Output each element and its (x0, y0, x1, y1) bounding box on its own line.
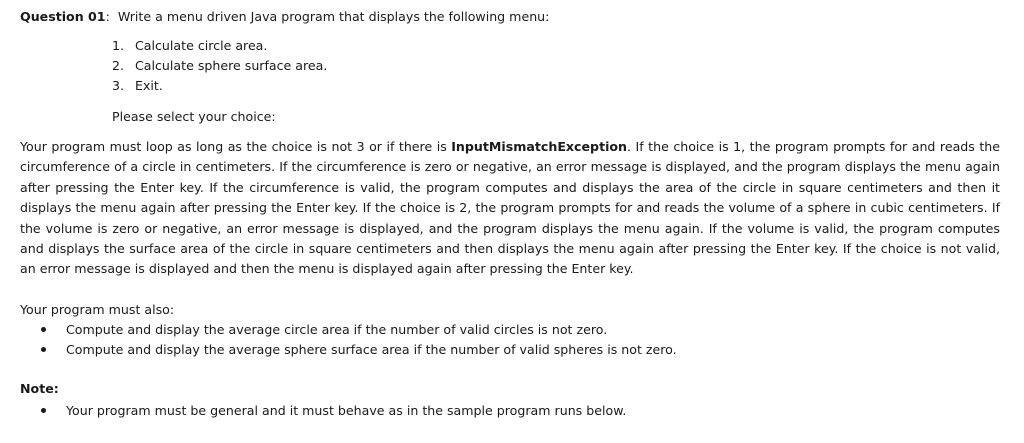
bullet-icon (41, 408, 46, 413)
question-document (20, 7, 1000, 421)
menu-item (112, 76, 1000, 96)
question-header (20, 7, 1000, 27)
question-text: Write a menu driven Java program that displays the following menu: (117, 9, 550, 24)
list-item (20, 401, 1000, 421)
question-label: Question 01 (20, 9, 106, 24)
list-item (20, 340, 1000, 360)
also-heading: Your program must also: (20, 301, 175, 317)
menu-item-number: 3. (112, 78, 125, 93)
menu-list (112, 36, 1000, 96)
menu-item (112, 36, 1000, 56)
bullet-icon (41, 347, 46, 352)
also-list (20, 320, 1000, 360)
menu-item-label: Calculate circle area. (135, 38, 268, 53)
paragraph-part-2: . If the choice is 1, the program prompts for and reads the circumference of a circle in centimeters. If the circumference is zero or negative, an error message is displayed, and the program displays the menu again after pressing the Enter key. If the circumference is valid, the program computes and displays the area of the circle in square centimeters and then it displays the menu again after pressing the Enter key. If the choice is 2, the program prompts for and reads the volume of a sphere in cubic centimeters. If the volume is zero or negative, an error message is displayed, and the program displays the menu again. If the volume is valid, the program computes and displays the surface area of the circle in square centimeters and then displays the menu again after pressing the Enter key. If the choice is not valid, an error message is displayed and then the menu is displayed again after pressing the Enter key. (20, 139, 1000, 277)
menu-item-label: Calculate sphere surface area. (135, 58, 328, 73)
list-item-text: Your program must be general and it must behave as in the sample program runs below. (66, 402, 627, 418)
choice-prompt: Please select your choice: (112, 109, 276, 124)
paragraph-part-1: Your program must loop as long as the choice is not 3 or if there is (20, 139, 452, 154)
menu-item-number: 1. (112, 38, 125, 53)
question-colon: : (105, 9, 110, 24)
menu-item-number: 2. (112, 58, 125, 73)
list-item-text: Compute and display the average sphere surface area if the number of valid spheres is not zero. (66, 341, 677, 357)
note-list (20, 401, 1000, 421)
menu-item (112, 56, 1000, 76)
list-item-text: Compute and display the average circle area if the number of valid circles is not zero. (66, 321, 608, 337)
list-item (20, 320, 1000, 340)
bullet-icon (41, 327, 46, 332)
description-paragraph (20, 137, 1000, 280)
menu-item-label: Exit. (135, 78, 163, 93)
exception-name: InputMismatchException (451, 139, 628, 154)
note-heading: Note: (20, 380, 59, 396)
